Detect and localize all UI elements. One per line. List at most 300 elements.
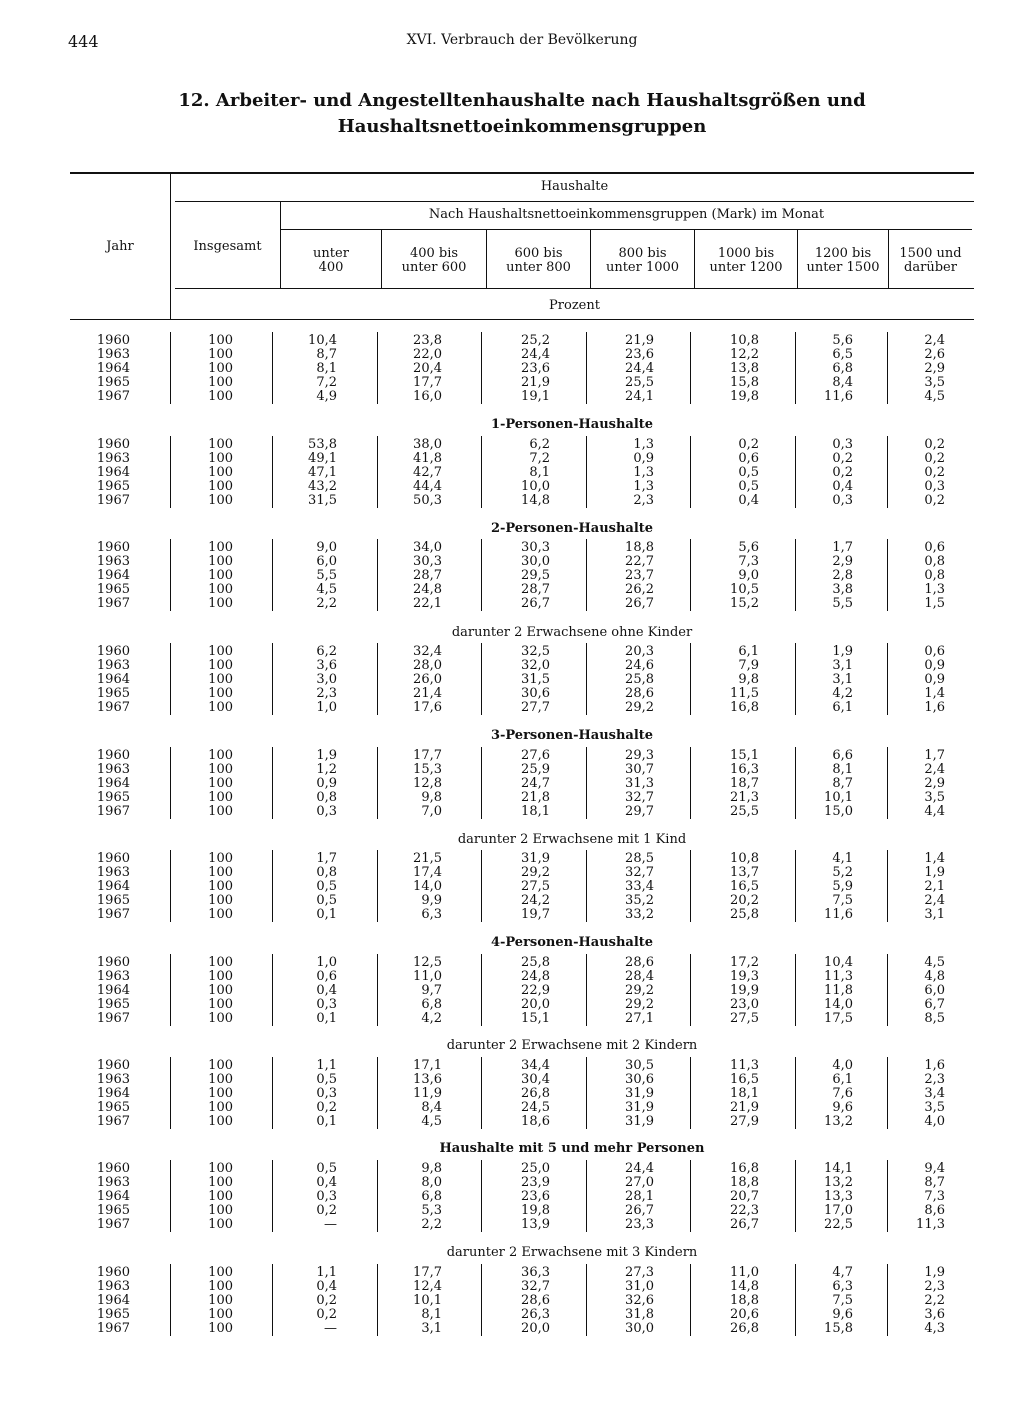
table-cell: 0,8 xyxy=(924,554,945,569)
row-year: 1964 xyxy=(96,672,130,687)
table-cell: 15,2 xyxy=(730,596,759,611)
table-cell: 100 xyxy=(208,347,233,362)
table-cell: 100 xyxy=(208,596,233,611)
table-cell: 21,9 xyxy=(521,375,550,390)
table-cell: 21,5 xyxy=(413,851,442,866)
table-cell: 7,5 xyxy=(832,893,853,908)
row-year: 1960 xyxy=(96,1265,130,1280)
page-number: 444 xyxy=(68,32,99,51)
table-cell: 100 xyxy=(208,700,233,715)
table-cell: 19,3 xyxy=(730,969,759,984)
header-column-5-line-1: 1000 bis xyxy=(717,246,775,261)
table-cell: 100 xyxy=(208,1307,233,1322)
running-head: XVI. Verbrauch der Bevölkerung xyxy=(406,32,638,48)
table-cell: 1,3 xyxy=(633,465,654,480)
table-cell: 3,0 xyxy=(316,672,337,687)
table-cell: 7,3 xyxy=(738,554,759,569)
header-column-1 xyxy=(281,247,381,275)
table-cell: 100 xyxy=(208,969,233,984)
header-column-4 xyxy=(591,247,694,275)
table-cell: 30,0 xyxy=(625,1321,654,1336)
table-cell: 50,3 xyxy=(413,493,442,508)
table-cell: 0,5 xyxy=(738,479,759,494)
table-cell: 30,3 xyxy=(413,554,442,569)
table-cell: 1,3 xyxy=(633,437,654,452)
table-cell: 7,3 xyxy=(924,1189,945,1204)
table-cell: 29,3 xyxy=(625,748,654,763)
table-cell: 2,1 xyxy=(924,879,945,894)
table-cell: 1,6 xyxy=(924,700,945,715)
table-cell: 18,6 xyxy=(521,1114,550,1129)
table-cell: 13,2 xyxy=(824,1114,853,1129)
header-rule-prozent xyxy=(175,288,974,289)
table-cell: 27,6 xyxy=(521,748,550,763)
table-cell: 10,0 xyxy=(521,479,550,494)
table-cell: 2,3 xyxy=(316,686,337,701)
table-cell: 2,9 xyxy=(832,554,853,569)
table-cell: 31,5 xyxy=(308,493,337,508)
table-cell: 2,2 xyxy=(316,596,337,611)
table-cell: 10,1 xyxy=(824,790,853,805)
table-cell: 13,7 xyxy=(730,865,759,880)
row-year: 1960 xyxy=(96,851,130,866)
table-cell: 4,9 xyxy=(316,389,337,404)
table-cell: 18,1 xyxy=(521,804,550,819)
row-year: 1964 xyxy=(96,1293,130,1308)
table-cell: 32,0 xyxy=(521,658,550,673)
row-year: 1960 xyxy=(96,1161,130,1176)
table-cell: 11,6 xyxy=(824,389,853,404)
row-year: 1963 xyxy=(96,658,130,673)
table-cell: 30,4 xyxy=(521,1072,550,1087)
row-year: 1964 xyxy=(96,361,130,376)
table-cell: 10,4 xyxy=(824,955,853,970)
table-cell: 100 xyxy=(208,333,233,348)
table-cell: 2,9 xyxy=(924,776,945,791)
table-cell: 6,8 xyxy=(421,997,442,1012)
table-cell: 36,3 xyxy=(521,1265,550,1280)
table-cell: 30,3 xyxy=(521,540,550,555)
table-cell: 15,8 xyxy=(730,375,759,390)
table-cell: 3,6 xyxy=(316,658,337,673)
table-cell: 24,8 xyxy=(413,582,442,597)
table-cell: 9,9 xyxy=(421,893,442,908)
header-column-5-line-2: unter 1200 xyxy=(709,260,783,275)
row-year: 1960 xyxy=(96,1058,130,1073)
table-cell: 15,8 xyxy=(824,1321,853,1336)
table-cell: 0,5 xyxy=(316,1072,337,1087)
header-column-4-line-2: unter 1000 xyxy=(605,260,680,275)
table-cell: 32,7 xyxy=(625,865,654,880)
table-cell: 100 xyxy=(208,437,233,452)
header-haushalte: Haushalte xyxy=(540,179,609,194)
table-cell: 0,2 xyxy=(738,437,759,452)
table-cell: 25,2 xyxy=(521,333,550,348)
table-cell: 23,7 xyxy=(625,568,654,583)
table-cell: 24,2 xyxy=(521,893,550,908)
table-cell: 15,1 xyxy=(521,1011,550,1026)
table-cell: 0,2 xyxy=(924,465,945,480)
table-cell: 24,4 xyxy=(625,361,654,376)
table-cell: 23,6 xyxy=(625,347,654,362)
table-cell: 0,4 xyxy=(832,479,853,494)
table-cell: 11,8 xyxy=(824,983,853,998)
header-column-3 xyxy=(487,247,590,275)
table-cell: 1,6 xyxy=(924,1058,945,1073)
table-cell: 29,2 xyxy=(625,700,654,715)
table-cell: 21,9 xyxy=(625,333,654,348)
table-cell: 0,4 xyxy=(316,1279,337,1294)
table-cell: 17,6 xyxy=(413,700,442,715)
table-cell: 26,0 xyxy=(413,672,442,687)
table-cell: 30,0 xyxy=(521,554,550,569)
table-cell: 49,1 xyxy=(308,451,337,466)
table-cell: 100 xyxy=(208,1072,233,1087)
table-cell: 1,4 xyxy=(924,686,945,701)
table-cell: 6,6 xyxy=(832,748,853,763)
table-cell: 1,9 xyxy=(924,865,945,880)
table-cell: 100 xyxy=(208,1100,233,1115)
row-year: 1967 xyxy=(96,389,130,404)
table-cell: 100 xyxy=(208,762,233,777)
table-cell: 100 xyxy=(208,879,233,894)
table-cell: 9,0 xyxy=(316,540,337,555)
row-year: 1963 xyxy=(96,969,130,984)
table-cell: 100 xyxy=(208,493,233,508)
section-label-1: 1-Personen-Haushalte xyxy=(490,417,654,432)
row-year: 1967 xyxy=(96,1321,130,1336)
table-cell: 8,0 xyxy=(421,1175,442,1190)
table-cell: 16,0 xyxy=(413,389,442,404)
table-cell: 31,0 xyxy=(625,1279,654,1294)
row-year: 1965 xyxy=(96,997,130,1012)
table-cell: 8,4 xyxy=(832,375,853,390)
table-cell: 1,1 xyxy=(316,1265,337,1280)
table-cell: 6,1 xyxy=(832,700,853,715)
table-cell: 14,0 xyxy=(824,997,853,1012)
table-cell: 7,5 xyxy=(832,1293,853,1308)
row-year: 1965 xyxy=(96,790,130,805)
table-cell: 22,3 xyxy=(730,1203,759,1218)
header-column-6-line-1: 1200 bis xyxy=(814,246,872,261)
table-cell: 28,6 xyxy=(521,1293,550,1308)
table-cell: 2,4 xyxy=(924,893,945,908)
table-cell: 100 xyxy=(208,568,233,583)
table-cell: 0,5 xyxy=(738,465,759,480)
table-cell: 18,8 xyxy=(730,1293,759,1308)
table-cell: 24,4 xyxy=(521,347,550,362)
table-cell: 26,3 xyxy=(521,1307,550,1322)
table-cell: 15,0 xyxy=(824,804,853,819)
section-label-4: 3-Personen-Haushalte xyxy=(490,728,654,743)
table-cell: 0,9 xyxy=(633,451,654,466)
section-label-6: 4-Personen-Haushalte xyxy=(490,935,654,950)
table-cell: 100 xyxy=(208,1011,233,1026)
table-cell: 26,2 xyxy=(625,582,654,597)
table-cell: 20,7 xyxy=(730,1189,759,1204)
header-column-6 xyxy=(798,247,888,275)
row-year: 1960 xyxy=(96,437,130,452)
table-cell: 32,7 xyxy=(625,790,654,805)
table-cell: 100 xyxy=(208,1114,233,1129)
table-cell: 26,7 xyxy=(625,596,654,611)
table-cell: 0,2 xyxy=(924,451,945,466)
table-cell: 6,0 xyxy=(316,554,337,569)
row-year: 1960 xyxy=(96,333,130,348)
table-cell: 4,5 xyxy=(421,1114,442,1129)
table-cell: 28,4 xyxy=(625,969,654,984)
table-cell: 31,9 xyxy=(625,1100,654,1115)
row-year: 1965 xyxy=(96,1307,130,1322)
table-cell: 10,5 xyxy=(730,582,759,597)
table-cell: 7,0 xyxy=(421,804,442,819)
table-cell: 100 xyxy=(208,672,233,687)
table-cell: 0,3 xyxy=(832,437,853,452)
table-cell: 3,8 xyxy=(832,582,853,597)
table-cell: 21,9 xyxy=(730,1100,759,1115)
header-top-rule xyxy=(70,172,974,174)
table-cell: 27,3 xyxy=(625,1265,654,1280)
table-cell: 100 xyxy=(208,658,233,673)
table-cell: 13,9 xyxy=(521,1217,550,1232)
table-cell: 6,3 xyxy=(832,1279,853,1294)
table-cell: 8,7 xyxy=(924,1175,945,1190)
table-cell: 23,6 xyxy=(521,1189,550,1204)
table-cell: 5,2 xyxy=(832,865,853,880)
table-cell: 7,2 xyxy=(316,375,337,390)
table-cell: 4,4 xyxy=(924,804,945,819)
table-cell: 30,5 xyxy=(625,1058,654,1073)
header-column-7-line-2: darüber xyxy=(904,260,957,275)
table-cell: 13,2 xyxy=(824,1175,853,1190)
table-cell: 10,8 xyxy=(730,851,759,866)
table-cell: 100 xyxy=(208,790,233,805)
table-cell: 24,5 xyxy=(521,1100,550,1115)
table-cell: 2,9 xyxy=(924,361,945,376)
table-cell: 0,2 xyxy=(316,1293,337,1308)
table-cell: 18,7 xyxy=(730,776,759,791)
table-cell: 100 xyxy=(208,451,233,466)
table-cell: 17,2 xyxy=(730,955,759,970)
table-cell: 9,8 xyxy=(421,1161,442,1176)
table-cell: 25,5 xyxy=(730,804,759,819)
table-cell: 0,8 xyxy=(316,865,337,880)
table-cell: 8,1 xyxy=(316,361,337,376)
table-cell: 3,5 xyxy=(924,375,945,390)
row-year: 1964 xyxy=(96,879,130,894)
table-cell: 31,9 xyxy=(625,1086,654,1101)
table-cell: 28,7 xyxy=(521,582,550,597)
table-cell: 0,1 xyxy=(316,1114,337,1129)
table-cell: 22,9 xyxy=(521,983,550,998)
table-cell: 0,6 xyxy=(924,540,945,555)
table-cell: 100 xyxy=(208,389,233,404)
table-cell: 23,3 xyxy=(625,1217,654,1232)
table-cell: 4,3 xyxy=(924,1321,945,1336)
table-cell: 27,5 xyxy=(521,879,550,894)
table-cell: 0,3 xyxy=(316,1189,337,1204)
table-cell: 28,5 xyxy=(625,851,654,866)
table-cell: 44,4 xyxy=(413,479,442,494)
table-cell: 16,5 xyxy=(730,1072,759,1087)
table-cell: 0,3 xyxy=(832,493,853,508)
header-column-4-line-1: 800 bis xyxy=(618,246,667,261)
row-year: 1963 xyxy=(96,762,130,777)
table-cell: 31,3 xyxy=(625,776,654,791)
table-title-line-1: 12. Arbeiter- und Angestelltenhaushalte nach Haushaltsgrößen und xyxy=(178,90,866,111)
table-cell: 31,9 xyxy=(521,851,550,866)
table-cell: 25,8 xyxy=(730,907,759,922)
table-cell: 31,9 xyxy=(625,1114,654,1129)
row-year: 1967 xyxy=(96,596,130,611)
table-cell: 3,1 xyxy=(421,1321,442,1336)
table-cell: 6,0 xyxy=(924,983,945,998)
table-cell: 100 xyxy=(208,1086,233,1101)
table-cell: 17,7 xyxy=(413,1265,442,1280)
table-cell: 11,6 xyxy=(824,907,853,922)
header-column-2-line-2: unter 600 xyxy=(401,260,467,275)
table-cell: 11,0 xyxy=(730,1265,759,1280)
table-cell: 12,5 xyxy=(413,955,442,970)
table-cell: 7,2 xyxy=(529,451,550,466)
table-cell: 8,6 xyxy=(924,1203,945,1218)
table-cell: 22,0 xyxy=(413,347,442,362)
header-column-6-line-2: unter 1500 xyxy=(806,260,880,275)
table-cell: 6,5 xyxy=(832,347,853,362)
table-cell: 18,8 xyxy=(625,540,654,555)
table-cell: 24,6 xyxy=(625,658,654,673)
table-cell: 23,8 xyxy=(413,333,442,348)
table-cell: 0,5 xyxy=(316,893,337,908)
table-cell: 17,1 xyxy=(413,1058,442,1073)
table-cell: 1,9 xyxy=(832,644,853,659)
section-label-5: darunter 2 Erwachsene mit 1 Kind xyxy=(457,832,687,847)
table-cell: 0,2 xyxy=(832,465,853,480)
row-year: 1960 xyxy=(96,748,130,763)
table-cell: 100 xyxy=(208,1265,233,1280)
table-cell: 5,5 xyxy=(316,568,337,583)
table-cell: 3,1 xyxy=(832,658,853,673)
table-cell: 23,6 xyxy=(521,361,550,376)
table-cell: 100 xyxy=(208,1203,233,1218)
table-cell: 27,0 xyxy=(625,1175,654,1190)
table-cell: 20,0 xyxy=(521,1321,550,1336)
table-cell: 1,5 xyxy=(924,596,945,611)
table-cell: 0,9 xyxy=(316,776,337,791)
table-cell: 5,3 xyxy=(421,1203,442,1218)
table-cell: 100 xyxy=(208,851,233,866)
header-vline-left xyxy=(170,174,171,320)
row-year: 1965 xyxy=(96,1203,130,1218)
header-column-1-line-1: unter xyxy=(313,246,349,261)
row-year: 1965 xyxy=(96,375,130,390)
table-cell: 1,9 xyxy=(316,748,337,763)
table-cell: 100 xyxy=(208,776,233,791)
table-cell: 29,2 xyxy=(625,997,654,1012)
table-cell: 100 xyxy=(208,955,233,970)
table-cell: 9,6 xyxy=(832,1307,853,1322)
table-cell: 13,6 xyxy=(413,1072,442,1087)
section-label-2: 2-Personen-Haushalte xyxy=(490,521,654,536)
row-year: 1965 xyxy=(96,582,130,597)
table-cell: 7,6 xyxy=(832,1086,853,1101)
table-cell: 22,1 xyxy=(413,596,442,611)
table-cell: 17,7 xyxy=(413,748,442,763)
table-cell: 27,1 xyxy=(625,1011,654,1026)
table-cell: 100 xyxy=(208,997,233,1012)
header-column-7 xyxy=(889,247,972,275)
row-year: 1964 xyxy=(96,1086,130,1101)
row-year: 1960 xyxy=(96,644,130,659)
table-cell: 7,9 xyxy=(738,658,759,673)
table-cell: 24,4 xyxy=(625,1161,654,1176)
table-cell: 28,7 xyxy=(413,568,442,583)
row-year: 1967 xyxy=(96,493,130,508)
table-cell: 3,4 xyxy=(924,1086,945,1101)
table-cell: 33,2 xyxy=(625,907,654,922)
table-cell: 100 xyxy=(208,1321,233,1336)
table-cell: 4,5 xyxy=(924,389,945,404)
table-cell: 1,0 xyxy=(316,955,337,970)
row-year: 1965 xyxy=(96,893,130,908)
table-cell: 23,0 xyxy=(730,997,759,1012)
table-cell: 0,8 xyxy=(316,790,337,805)
table-cell: 26,7 xyxy=(625,1203,654,1218)
header-bottom-rule xyxy=(70,319,974,320)
header-rule-haushalte xyxy=(175,201,974,202)
table-cell: 5,6 xyxy=(738,540,759,555)
table-cell: 3,6 xyxy=(924,1307,945,1322)
header-column-3-line-1: 600 bis xyxy=(514,246,563,261)
header-nach-gruppen: Nach Haushaltsnettoeinkommensgruppen (Mark) im Monat xyxy=(428,207,825,222)
table-cell: 14,1 xyxy=(824,1161,853,1176)
table-cell: 9,7 xyxy=(421,983,442,998)
table-cell: 100 xyxy=(208,361,233,376)
row-year: 1967 xyxy=(96,1114,130,1129)
table-cell: 4,0 xyxy=(924,1114,945,1129)
table-cell: 20,0 xyxy=(521,997,550,1012)
row-year: 1967 xyxy=(96,1217,130,1232)
header-rule-gruppen xyxy=(281,229,972,230)
row-year: 1967 xyxy=(96,700,130,715)
table-cell: 20,3 xyxy=(625,644,654,659)
table-cell: 1,0 xyxy=(316,700,337,715)
table-cell: — xyxy=(324,1217,337,1232)
table-cell: 0,6 xyxy=(316,969,337,984)
table-cell: 3,1 xyxy=(924,907,945,922)
table-cell: 8,4 xyxy=(421,1100,442,1115)
table-cell: 1,7 xyxy=(832,540,853,555)
table-cell: 6,2 xyxy=(316,644,337,659)
table-cell: 29,5 xyxy=(521,568,550,583)
table-cell: 34,4 xyxy=(521,1058,550,1073)
table-cell: 10,4 xyxy=(308,333,337,348)
header-column-7-line-1: 1500 und xyxy=(899,246,962,261)
table-cell: 21,8 xyxy=(521,790,550,805)
table-cell: 100 xyxy=(208,804,233,819)
table-cell: 0,8 xyxy=(924,568,945,583)
table-cell: — xyxy=(324,1321,337,1336)
table-cell: 0,2 xyxy=(316,1100,337,1115)
table-cell: 22,5 xyxy=(824,1217,853,1232)
table-cell: 0,3 xyxy=(924,479,945,494)
header-prozent: Prozent xyxy=(549,298,600,313)
table-cell: 2,3 xyxy=(924,1279,945,1294)
table-cell: 6,7 xyxy=(924,997,945,1012)
table-cell: 9,8 xyxy=(421,790,442,805)
row-year: 1964 xyxy=(96,568,130,583)
row-year: 1965 xyxy=(96,1100,130,1115)
